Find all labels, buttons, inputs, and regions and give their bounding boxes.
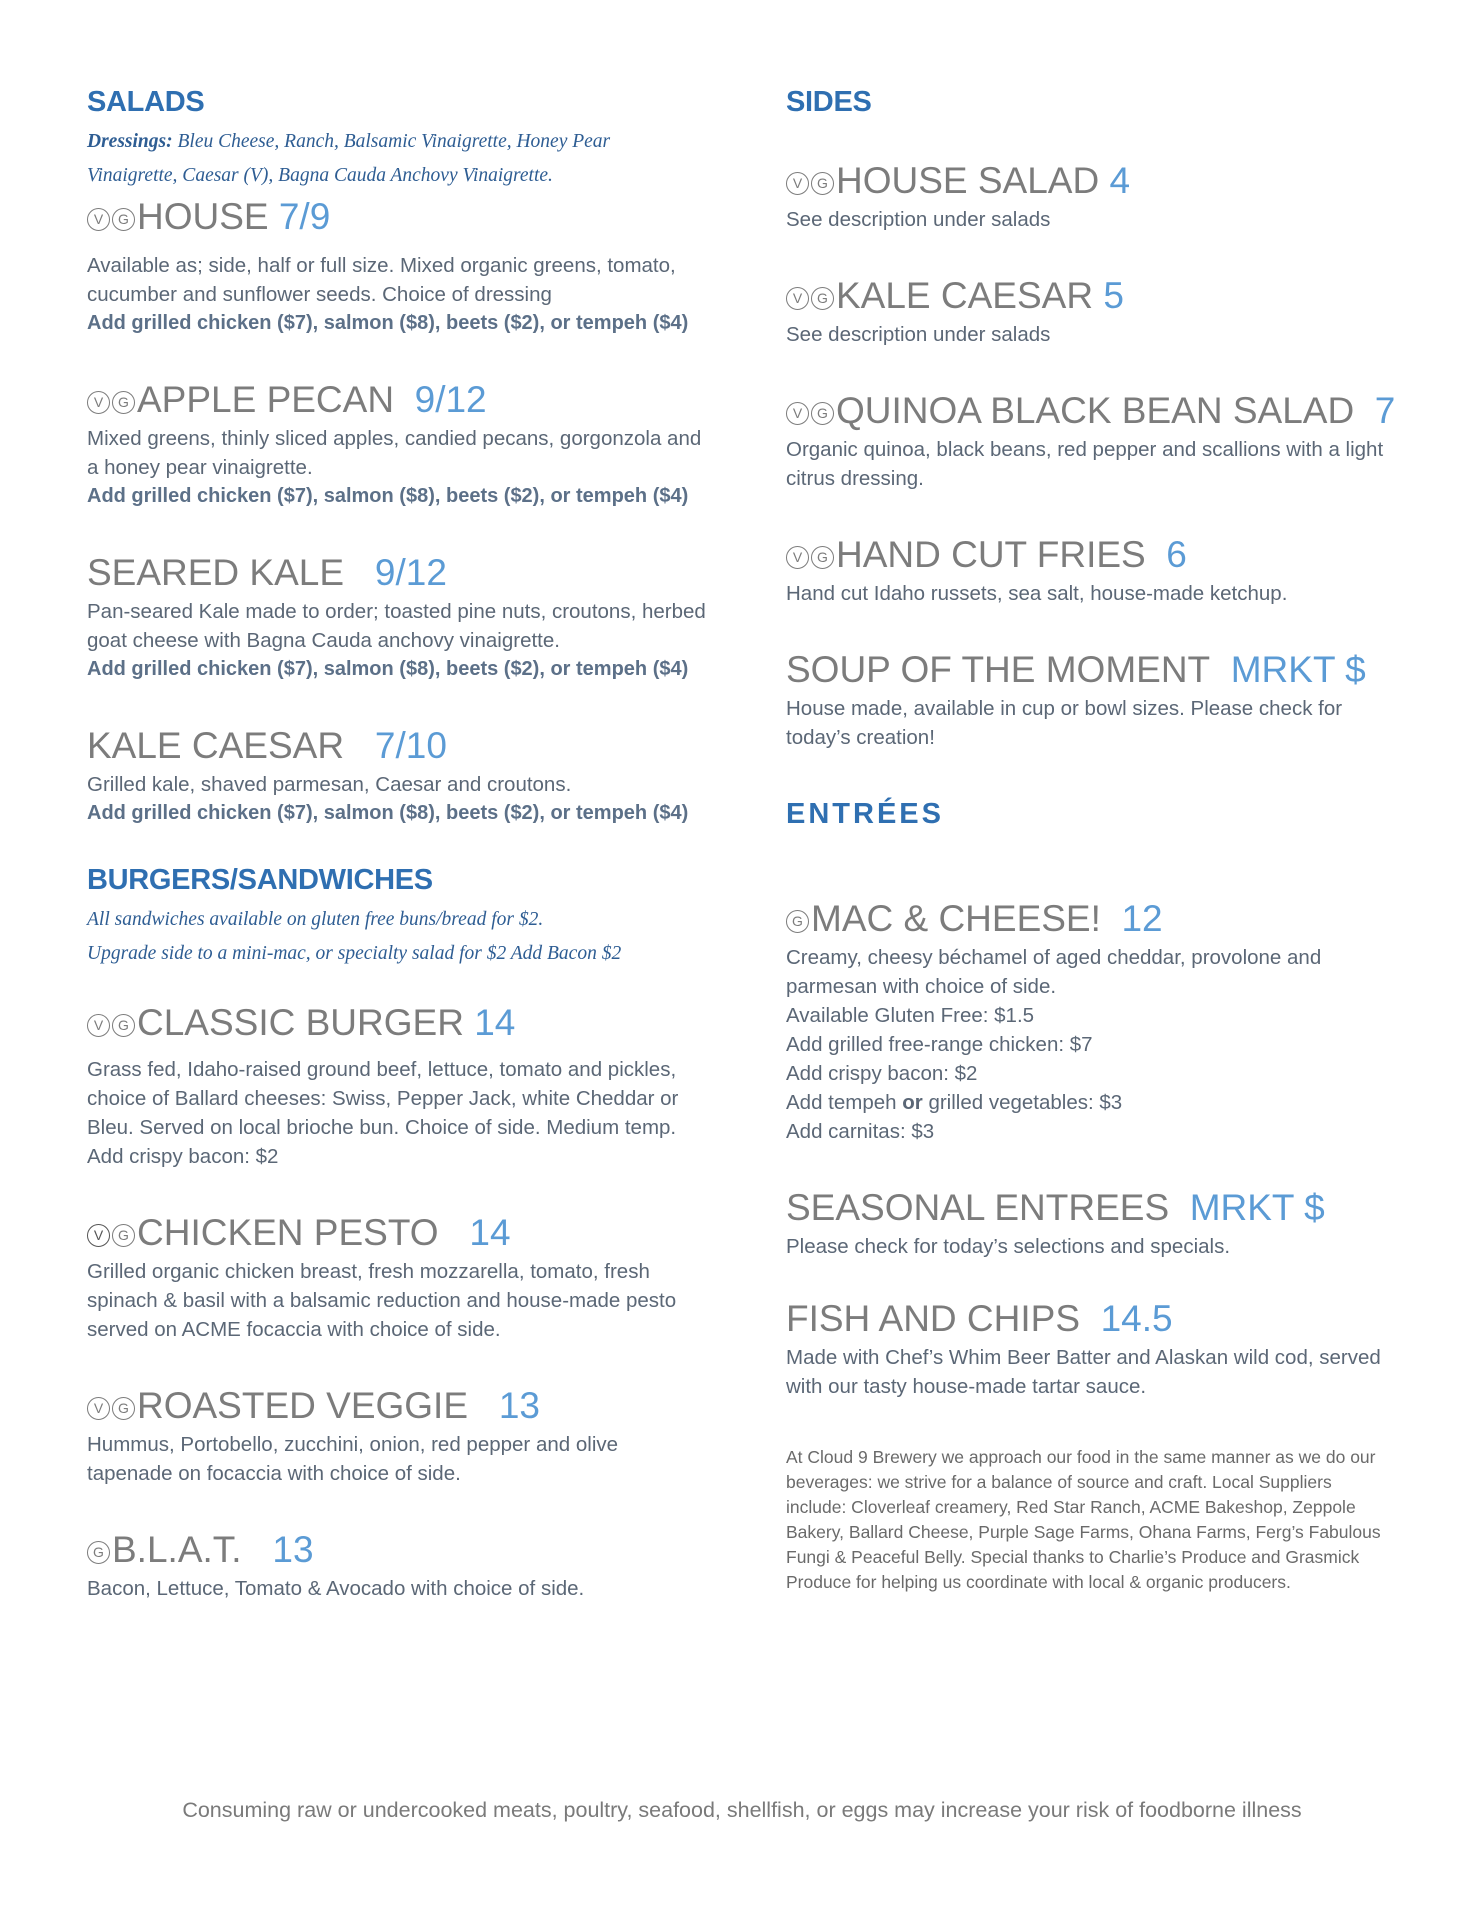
item-name: FISH AND CHIPS [786, 1298, 1080, 1339]
food-safety-disclaimer: Consuming raw or undercooked meats, poultry, seafood, shellfish, or eggs may increase your risk of foodborne illness [182, 1798, 1302, 1822]
option-chicken: Add grilled free-range chicken: $7 [786, 1033, 1093, 1056]
sandwich-item-blat [87, 1528, 707, 1603]
item-price: 13 [272, 1529, 314, 1570]
vegetarian-icon: V [87, 1224, 110, 1247]
item-name: ROASTED VEGGIE [137, 1385, 469, 1426]
item-price: 7/9 [278, 196, 331, 237]
side-item-quinoa [786, 389, 1406, 493]
item-description: Creamy, cheesy béchamel of aged cheddar, provolone and parmesan with choice of side. [786, 946, 1322, 998]
option-tempeh-a: Add tempeh [786, 1091, 903, 1114]
item-name: QUINOA BLACK BEAN SALAD [836, 390, 1355, 431]
item-title [786, 648, 1406, 692]
item-title [87, 195, 707, 239]
item-addon: Add grilled chicken ($7), salmon ($8), beets ($2), or tempeh ($4) [87, 312, 689, 334]
gluten-free-icon: G [112, 391, 135, 414]
sandwich-item-classic-burger [87, 1001, 707, 1171]
item-description: Hand cut Idaho russets, sea salt, house-made ketchup. [786, 582, 1288, 605]
vegetarian-icon: V [786, 287, 809, 310]
dressings-text: Bleu Cheese, Ranch, Balsamic Vinaigrette, Honey Pear Vinaigrette, Caesar (V), Bagna Cauda Anchovy Vinaigrette. [87, 131, 611, 186]
item-price: 5 [1103, 275, 1124, 316]
item-title [87, 1211, 707, 1255]
item-price: 9/12 [374, 552, 447, 593]
salads-heading: SALADS [87, 86, 205, 118]
upgrade-side-note: Upgrade side to a mini-mac, or specialty salad for $2 Add Bacon $2 [87, 943, 622, 964]
side-item-fries [786, 533, 1406, 608]
option-carnitas: Add carnitas: $3 [786, 1120, 935, 1143]
left-column [87, 86, 707, 1603]
item-description: Grass fed, Idaho-raised ground beef, lettuce, tomato and pickles, choice of Ballard cheeses: Swiss, Pepper Jack, white Cheddar or Bleu. Served on local brioche bun. Choice of side. Medium temp. [87, 1058, 679, 1139]
item-description: Pan-seared Kale made to order; toasted pine nuts, croutons, herbed goat cheese with Bagna Cauda anchovy vinaigrette. [87, 600, 706, 652]
vegetarian-icon: V [786, 172, 809, 195]
item-description: Organic quinoa, black beans, red pepper and scallions with a light citrus dressing. [786, 438, 1384, 490]
option-gluten-free: Available Gluten Free: $1.5 [786, 1004, 1035, 1027]
option-tempeh [786, 1088, 1406, 1117]
item-name: HOUSE [137, 196, 269, 237]
entree-item-seasonal [786, 1186, 1406, 1261]
option-tempeh-c: grilled vegetables: $3 [922, 1091, 1123, 1114]
gluten-free-icon: G [811, 402, 834, 425]
item-title [786, 533, 1406, 577]
item-price: 14 [469, 1212, 511, 1253]
item-price: 12 [1121, 898, 1163, 939]
salad-item-house [87, 195, 707, 338]
entree-item-mac-cheese [786, 897, 1406, 1146]
item-name: SEASONAL ENTREES [786, 1187, 1170, 1228]
item-name: APPLE PECAN [137, 379, 395, 420]
item-description: Available as; side, half or full size. Mixed organic greens, tomato, cucumber and sunflower seeds. Choice of dressing [87, 254, 676, 306]
gluten-free-icon: G [112, 208, 135, 231]
dressings-label: Dressings: [87, 131, 173, 152]
item-title [87, 551, 707, 595]
item-addon: Add grilled chicken ($7), salmon ($8), beets ($2), or tempeh ($4) [87, 658, 689, 680]
item-title [87, 1001, 707, 1045]
item-price: 4 [1109, 160, 1131, 201]
about-suppliers: At Cloud 9 Brewery we approach our food in the same manner as we do our beverages: we strive for a balance of source and craft. Local Suppliers include: Cloverleaf creamery, Red Star Ranch, ACME Bakeshop, Zeppole Bakery, Ballard Cheese, Purple Sage Farms, Ohana Farms, Ferg’s Fabulous Fungi & Peaceful Belly. Special thanks to Charlie’s Produce and Grasmick Produce for helping us coordinate with local & organic producers. [786, 1447, 1381, 1592]
vegetarian-icon: V [87, 391, 110, 414]
item-title [87, 1528, 707, 1572]
item-title [87, 1384, 707, 1428]
item-name: KALE CAESAR [87, 725, 345, 766]
sandwich-item-roasted-veggie [87, 1384, 707, 1488]
item-price: MRKT $ [1230, 649, 1366, 690]
item-title [786, 1186, 1406, 1230]
option-tempeh-or: or [902, 1091, 923, 1114]
vegetarian-icon: V [786, 546, 809, 569]
item-price: 6 [1166, 534, 1187, 575]
item-name: B.L.A.T. [112, 1529, 242, 1570]
option-bacon: Add crispy bacon: $2 [786, 1062, 978, 1085]
gluten-free-note: All sandwiches available on gluten free buns/bread for $2. [87, 909, 544, 930]
gluten-free-icon: G [811, 546, 834, 569]
salad-item-kale-caesar [87, 724, 707, 828]
salad-item-apple-pecan [87, 378, 707, 511]
item-price: 14.5 [1100, 1298, 1173, 1339]
item-description: Made with Chef’s Whim Beer Batter and Alaskan wild cod, served with our tasty house-made tartar sauce. [786, 1346, 1381, 1398]
salad-item-seared-kale [87, 551, 707, 684]
vegetarian-icon: V [87, 1397, 110, 1420]
vegetarian-icon: V [786, 402, 809, 425]
item-name: SEARED KALE [87, 552, 345, 593]
item-description: See description under salads [786, 208, 1051, 231]
entree-item-fish-chips [786, 1297, 1406, 1401]
vegetarian-icon: V [87, 1014, 110, 1037]
item-price: 14 [474, 1002, 516, 1043]
item-description: See description under salads [786, 323, 1051, 346]
gluten-free-icon: G [112, 1224, 135, 1247]
item-name: MAC & CHEESE! [811, 898, 1101, 939]
sandwich-item-chicken-pesto [87, 1211, 707, 1344]
item-addon: Add crispy bacon: $2 [87, 1145, 279, 1168]
item-title [786, 389, 1406, 433]
dressings-note [87, 125, 647, 193]
gluten-free-icon: G [786, 910, 809, 933]
entrees-heading: ENTRÉES [786, 798, 944, 830]
item-name: CHICKEN PESTO [137, 1212, 439, 1253]
item-price: 7/10 [374, 725, 447, 766]
item-name: KALE CAESAR [836, 275, 1094, 316]
item-price: 9/12 [414, 379, 487, 420]
item-price: MRKT $ [1189, 1187, 1325, 1228]
item-name: SOUP OF THE MOMENT [786, 649, 1211, 690]
item-addon: Add grilled chicken ($7), salmon ($8), beets ($2), or tempeh ($4) [87, 485, 689, 507]
item-description: Grilled kale, shaved parmesan, Caesar and croutons. [87, 773, 572, 796]
gluten-free-icon: G [87, 1541, 110, 1564]
gluten-free-icon: G [112, 1014, 135, 1037]
item-addon: Add grilled chicken ($7), salmon ($8), beets ($2), or tempeh ($4) [87, 802, 689, 824]
gluten-free-icon: G [112, 1397, 135, 1420]
side-item-kale-caesar [786, 274, 1406, 349]
vegetarian-icon: V [87, 208, 110, 231]
item-description: Hummus, Portobello, zucchini, onion, red pepper and olive tapenade on focaccia with choice of side. [87, 1433, 619, 1485]
item-name: HOUSE SALAD [836, 160, 1100, 201]
item-title [786, 1297, 1406, 1341]
gluten-free-icon: G [811, 172, 834, 195]
item-name: HAND CUT FRIES [836, 534, 1146, 575]
burgers-heading: BURGERS/SANDWICHES [87, 864, 433, 896]
item-price: 7 [1374, 390, 1396, 431]
side-item-soup [786, 648, 1406, 752]
right-column [786, 86, 1406, 1595]
item-description: Bacon, Lettuce, Tomato & Avocado with choice of side. [87, 1577, 585, 1600]
gluten-free-icon: G [811, 287, 834, 310]
side-item-house-salad [786, 159, 1406, 234]
item-description: Please check for today’s selections and specials. [786, 1235, 1231, 1258]
item-title [87, 724, 707, 768]
item-title [786, 897, 1406, 941]
item-title [786, 274, 1406, 318]
item-description: Mixed greens, thinly sliced apples, candied pecans, gorgonzola and a honey pear vinaigrette. [87, 427, 702, 479]
item-title [87, 378, 707, 422]
item-description: Grilled organic chicken breast, fresh mozzarella, tomato, fresh spinach & basil with a balsamic reduction and house-made pesto served on ACME focaccia with choice of side. [87, 1260, 677, 1341]
item-description: House made, available in cup or bowl sizes. Please check for today’s creation! [786, 697, 1343, 749]
item-title [786, 159, 1406, 203]
sides-heading: SIDES [786, 86, 872, 118]
item-name: CLASSIC BURGER [137, 1002, 464, 1043]
item-price: 13 [498, 1385, 541, 1426]
